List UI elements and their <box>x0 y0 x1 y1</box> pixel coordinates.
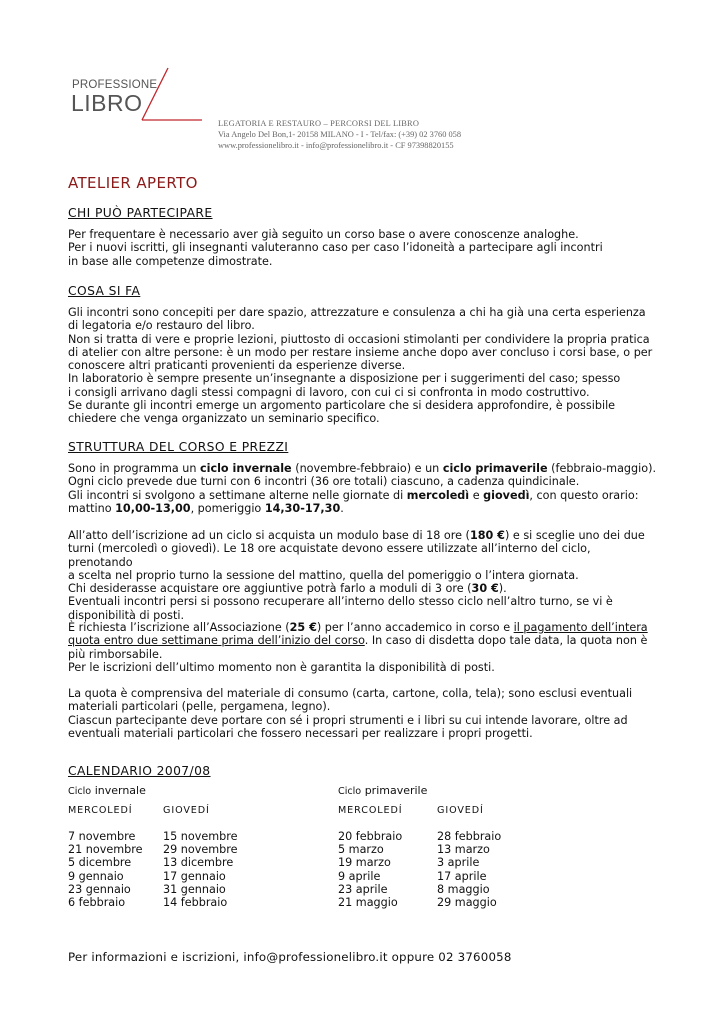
list-item: 19 marzo <box>338 856 391 870</box>
spring-col-thursday: GIOVEDÍ <box>437 805 484 816</box>
list-item: 29 novembre <box>163 843 238 857</box>
list-item: 17 gennaio <box>163 869 226 883</box>
contact-footer: Per informazioni e iscrizioni, info@professionelibro.it oppure 02 3760058 <box>68 950 512 964</box>
text-line: Chi desiderasse acquistare ore aggiuntive potrà farlo a moduli di 3 ore (30 €). <box>68 582 507 596</box>
spring-col-wednesday: MERCOLEDÍ <box>338 805 403 816</box>
paragraph-structure-1 <box>68 462 658 515</box>
text-line: in base alle competenze dimostrate. <box>68 254 273 268</box>
text-line: materiali particolari (pelle, pergamena, legno). <box>68 700 331 714</box>
text-line: più rimborsabile. <box>68 647 163 661</box>
text-line: Gli incontri sono concepiti per dare spazio, attrezzature e consulenza a chi ha già una certa esperienza <box>68 306 646 319</box>
winter-cycle-title: Ciclo invernale <box>68 784 146 797</box>
letterhead-tagline: LEGATORIA E RESTAURO – PERCORSI DEL LIBRO <box>218 119 420 128</box>
text-line: Per frequentare è necessario aver già seguito un corso base o avere conoscenze analoghe. <box>68 228 579 241</box>
list-item: 23 aprile <box>338 882 388 896</box>
logo-line-1: PROFESSIONE <box>72 79 158 91</box>
heading-what: COSA SI FA <box>68 284 141 298</box>
paragraph-structure-4 <box>68 687 658 740</box>
text-line: All’atto dell’iscrizione ad un ciclo si acquista un modulo base di 18 ore (180 €) e si sceglie uno dei due <box>68 529 645 542</box>
text-line: mattino 10,00-13,00, pomeriggio 14,30-17,30. <box>68 501 344 515</box>
professione-libro-logo <box>68 64 203 124</box>
winter-col-thursday: GIOVEDÍ <box>163 805 210 816</box>
text-line: quota entro due settimane prima dell’inizio del corso. In caso di disdetta dopo tale data, la quota non è <box>68 634 648 648</box>
text-line: i consigli arrivano dagli stessi compagni di lavoro, con cui ci si confronta in modo costruttivo. <box>68 385 590 399</box>
text-line: Ciascun partecipante deve portare con sé i propri strumenti e i libri su cui intende lavorare, oltre ad <box>68 713 628 727</box>
heading-who: CHI PUÒ PARTECIPARE <box>68 206 213 220</box>
paragraph-who <box>68 228 658 268</box>
text-line: di legatoria e/o restauro del libro. <box>68 319 255 333</box>
text-line: eventuali materiali particolari che fossero necessari per realizzare i propri progetti. <box>68 726 533 740</box>
list-item: 13 dicembre <box>163 856 234 870</box>
text-line: conoscere altri praticanti provenienti da esperienze diverse. <box>68 359 406 373</box>
list-item: 15 novembre <box>163 830 238 843</box>
paragraph-structure-3 <box>68 621 658 674</box>
text-line: Non si tratta di vere e proprie lezioni, piuttosto di occasioni stimolanti per condividere la propria pratica <box>68 332 650 346</box>
spring-cycle-title: Ciclo primaverile <box>338 784 428 797</box>
list-item: 21 novembre <box>68 843 143 857</box>
list-item: 21 maggio <box>338 896 398 910</box>
page-title: ATELIER APERTO <box>68 174 198 192</box>
list-item: 23 gennaio <box>68 882 131 896</box>
heading-calendar: CALENDARIO 2007/08 <box>68 764 211 778</box>
paragraph-what <box>68 306 658 426</box>
text-line: disponibilità di posti. <box>68 608 184 622</box>
winter-col-wednesday: MERCOLEDÍ <box>68 805 133 816</box>
text-line: Eventuali incontri persi si possono recuperare all’interno dello stesso ciclo nell’altro turno, se vi è <box>68 595 613 609</box>
list-item: 31 gennaio <box>163 882 226 896</box>
spring-wednesday-dates <box>338 830 402 909</box>
text-line: turni (mercoledì o giovedì). Le 18 ore acquistate devono essere utilizzate all’interno del ciclo, prenotando <box>68 542 591 569</box>
letterhead-address: Via Angelo Del Bon,1- 20158 MILANO - I - Tel/fax: (+39) 02 3760 058 <box>218 130 462 139</box>
text-line: chiedere che venga organizzato un seminario specifico. <box>68 412 380 426</box>
list-item: 9 gennaio <box>68 869 124 883</box>
list-item: 7 novembre <box>68 830 136 843</box>
list-item: 8 maggio <box>437 882 490 896</box>
text-line: Gli incontri si svolgono a settimane alterne nelle giornate di mercoledì e giovedì, con questo orario: <box>68 488 639 502</box>
text-line: È richiesta l’iscrizione all’Associazione (25 €) per l’anno accademico in corso e il pagamento dell’intera <box>68 621 648 634</box>
letterhead <box>218 118 461 151</box>
spring-thursday-dates <box>437 830 501 909</box>
text-line: In laboratorio è sempre presente un’insegnante a disposizione per i suggerimenti del caso; spesso <box>68 372 621 386</box>
winter-wednesday-dates <box>68 830 142 909</box>
text-line: Sono in programma un ciclo invernale (novembre-febbraio) e un ciclo primaverile (febbraio-maggio). <box>68 462 657 475</box>
list-item: 9 aprile <box>338 869 381 883</box>
logo-line-2: LIBRO <box>71 90 143 116</box>
list-item: 14 febbraio <box>163 896 228 910</box>
list-item: 13 marzo <box>437 843 490 857</box>
list-item: 3 aprile <box>437 856 480 870</box>
text-line: Se durante gli incontri emerge un argomento particolare che si desidera approfondire, è possibile <box>68 399 616 413</box>
list-item: 6 febbraio <box>68 896 126 910</box>
text-line: Per i nuovi iscritti, gli insegnanti valuteranno caso per caso l’idoneità a partecipare agli incontri <box>68 241 603 255</box>
list-item: 29 maggio <box>437 896 497 910</box>
text-line: Per le iscrizioni dell’ultimo momento non è garantita la disponibilità di posti. <box>68 660 495 674</box>
list-item: 17 aprile <box>437 869 487 883</box>
list-item: 5 marzo <box>338 843 384 857</box>
list-item: 5 dicembre <box>68 856 132 870</box>
text-line: a scelta nel proprio turno la sessione del mattino, quella del pomeriggio o l’intera giornata. <box>68 568 579 582</box>
list-item: 20 febbraio <box>338 830 403 843</box>
text-line: di atelier con altre persone: è un modo per restare insieme anche dopo aver concluso i corsi base, o per <box>68 345 653 359</box>
list-item: 28 febbraio <box>437 830 502 843</box>
text-line: La quota è comprensiva del materiale di consumo (carta, cartone, colla, tela); sono esclusi eventuali <box>68 687 633 700</box>
letterhead-web: www.professionelibro.it - info@professionelibro.it - CF 97398820155 <box>218 141 454 150</box>
paragraph-structure-2 <box>68 529 658 622</box>
heading-structure: STRUTTURA DEL CORSO E PREZZI <box>68 440 289 454</box>
text-line: Ogni ciclo prevede due turni con 6 incontri (36 ore totali) ciascuno, a cadenza quindicinale. <box>68 475 580 489</box>
winter-thursday-dates <box>163 830 237 909</box>
